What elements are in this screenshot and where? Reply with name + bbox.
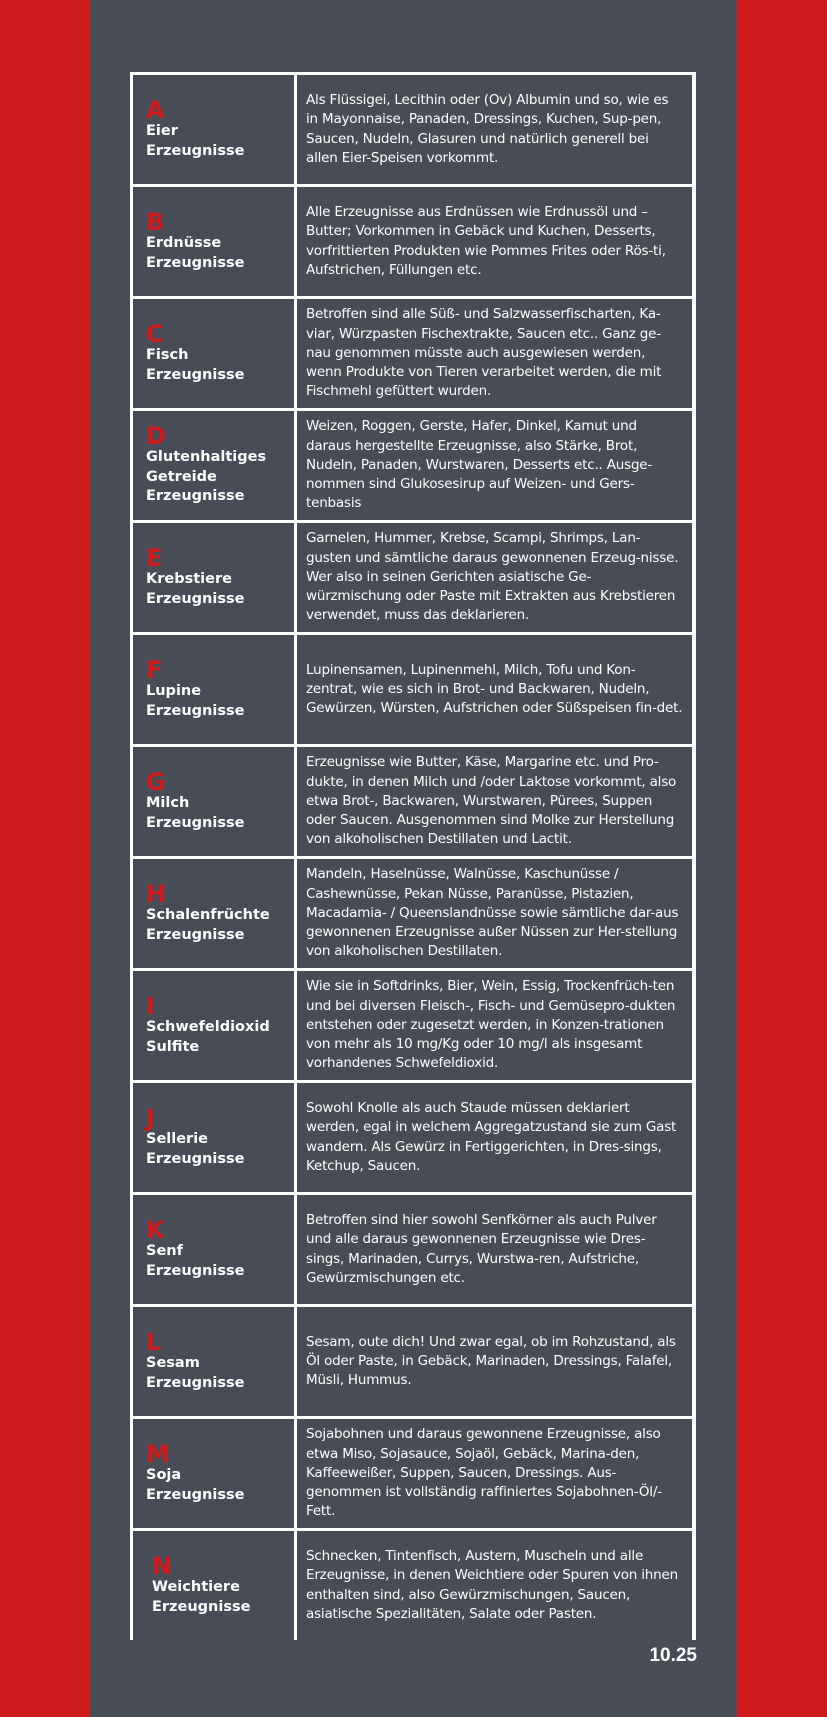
allergen-letter: F xyxy=(146,656,163,684)
allergen-table xyxy=(130,72,696,1640)
allergen-description: Schnecken, Tintenfisch, Austern, Muscheln und alle Erzeugnisse, in denen Weichtiere oder Spuren von ihnen enthalten sind, also Gewürzmischungen, Saucen, asiatische Spezialitäten, Salate oder Pasten. xyxy=(306,1548,678,1622)
allergen-description: Weizen, Roggen, Gerste, Hafer, Dinkel, Kamut und daraus hergestellte Erzeugnisse, also Stärke, Brot, Nudeln, Panaden, Wurstwaren, Desserts etc.. Ausge-nommen sind Glukosesirup auf Weizen- und Gers-tenbasis xyxy=(306,418,653,512)
allergen-letter: D xyxy=(146,422,166,451)
allergen-letter: C xyxy=(146,320,164,348)
allergen-name: Krebstiere xyxy=(146,571,232,587)
allergen-description-cell xyxy=(297,971,692,1080)
allergen-letter: L xyxy=(146,1328,162,1356)
allergen-description: Betroffen sind alle Süß- und Salzwasserfischarten, Ka-viar, Würzpasten Fischextrakte, Saucen etc.. Ganz ge-nau genommen müsste auch ausgewiesen werden, wenn Produkte von Tieren verarbeitet werden, die mit Fischmehl gefüttert wurden. xyxy=(306,306,662,400)
allergen-description-cell xyxy=(297,859,692,968)
allergen-description: Wie sie in Softdrinks, Bier, Wein, Essig, Trockenfrüch-ten und bei diversen Fleisch-, Fisch- und Gemüsepro-dukten entstehen oder zugesetzt werden, in Konzen-trationen von mehr als 10 mg/Kg oder 10 mg/l als insgesamt vorhandenes Schwefeldioxid. xyxy=(306,978,676,1072)
allergen-description-cell xyxy=(297,747,692,856)
red-band-left xyxy=(0,0,90,1717)
allergen-letter: N xyxy=(152,1552,173,1580)
allergen-description: Sesam, oute dich! Und zwar egal, ob im Rohzustand, als Öl oder Paste, in Gebäck, Marinaden, Dressings, Falafel, Müsli, Hummus. xyxy=(306,1333,676,1389)
allergen-description: Alle Erzeugnisse aus Erdnüssen wie Erdnussöl und –Butter; Vorkommen in Gebäck und Kuchen, Desserts, vorfrittierten Produkten wie Pommes Frites oder Rös-ti, Aufstrichen, Füllungen etc. xyxy=(306,204,666,278)
allergen-label-cell xyxy=(133,523,294,632)
allergen-description-cell xyxy=(297,635,692,744)
allergen-description: Sowohl Knolle als auch Staude müssen deklariert werden, egal in welchem Aggregatzustand sie zum Gast wandern. Als Gewürz in Fertiggerichten, in Dres-sings, Ketchup, Saucen. xyxy=(306,1100,677,1174)
allergen-description-cell xyxy=(297,411,692,520)
allergen-label-cell xyxy=(133,859,294,968)
allergen-name: Erdnüsse xyxy=(146,235,222,251)
allergen-name: Sellerie xyxy=(146,1131,209,1147)
allergen-name: Milch xyxy=(146,795,190,811)
allergen-description: Sojabohnen und daraus gewonnene Erzeugnisse, also etwa Miso, Sojasauce, Sojaöl, Gebäck, Marina-den, Kaffeeweißer, Suppen, Saucen, Dressings. Aus-genommen ist vollständig raffiniertes Sojabohnen-Öl/-Fett. xyxy=(306,1426,662,1520)
allergen-description-cell xyxy=(297,187,692,296)
allergen-name: Erzeugnisse xyxy=(146,366,245,383)
allergen-name: Erzeugnisse xyxy=(146,1374,245,1391)
allergen-name: Soja xyxy=(146,1467,182,1483)
allergen-name: Erzeugnisse xyxy=(146,590,245,607)
allergen-letter: E xyxy=(146,544,163,572)
allergen-name: Schwefeldioxid xyxy=(146,1019,270,1035)
allergen-label-cell xyxy=(133,75,294,184)
allergen-description-cell xyxy=(297,1195,692,1304)
allergen-letter: M xyxy=(146,1440,170,1468)
allergen-name: Erzeugnisse xyxy=(146,1262,245,1279)
allergen-description-cell xyxy=(297,1083,692,1192)
allergen-letter: H xyxy=(146,880,167,908)
allergen-label-cell xyxy=(133,187,294,296)
allergen-name: Getreide xyxy=(146,468,217,485)
red-band-right xyxy=(737,0,827,1717)
allergen-name: Erzeugnisse xyxy=(146,814,245,831)
allergen-letter: B xyxy=(146,208,165,236)
allergen-name: Erzeugnisse xyxy=(146,926,245,943)
allergen-label-cell xyxy=(133,299,294,408)
allergen-letter: I xyxy=(146,992,155,1020)
allergen-description-cell xyxy=(297,1419,692,1528)
allergen-description-cell xyxy=(297,523,692,632)
allergen-grid xyxy=(133,75,692,1640)
allergen-name: Erzeugnisse xyxy=(146,254,245,271)
allergen-description: Mandeln, Haselnüsse, Walnüsse, Kaschunüsse / Cashewnüsse, Pekan Nüsse, Paranüsse, Pistazien, Macadamia- / Queenslandnüsse sowie sämtliche dar-aus gewonnenen Erzeugnisse außer Nüssen zur Her-stellung von alkoholischen Destillaten. xyxy=(306,866,679,960)
allergen-name: Erzeugnisse xyxy=(146,142,245,159)
allergen-label-cell xyxy=(133,411,294,520)
allergen-label-cell xyxy=(133,1531,294,1640)
allergen-label-cell xyxy=(133,1307,294,1416)
page-number: 10.25 xyxy=(649,1645,697,1666)
allergen-description-cell xyxy=(297,299,692,408)
allergen-letter: A xyxy=(146,96,165,124)
allergen-label-cell xyxy=(133,1195,294,1304)
allergen-name: Fisch xyxy=(146,347,189,363)
allergen-name: Senf xyxy=(146,1243,183,1259)
allergen-label-cell xyxy=(133,747,294,856)
allergen-name: Erzeugnisse xyxy=(146,702,245,719)
allergen-description: Erzeugnisse wie Butter, Käse, Margarine etc. und Pro-dukte, in denen Milch und /oder Laktose vorkommt, also etwa Brot-, Backwaren, Wurstwaren, Pürees, Suppen oder Saucen. Ausgenommen sind Molke zur Herstellung von alkoholischen Destillaten und Lactit. xyxy=(306,754,677,848)
allergen-description-cell xyxy=(297,1531,692,1640)
allergen-letter: G xyxy=(146,768,166,796)
allergen-name: Lupine xyxy=(146,683,202,699)
allergen-name: Sulfite xyxy=(146,1038,200,1055)
allergen-description: Betroffen sind hier sowohl Senfkörner als auch Pulver und alle daraus gewonnenen Erzeugnisse wie Dres-sings, Marinaden, Currys, Wurstwa-ren, Aufstriche, Gewürzmischungen etc. xyxy=(306,1212,657,1286)
allergen-name: Glutenhaltiges xyxy=(146,449,267,466)
allergen-label-cell xyxy=(133,635,294,744)
allergen-name: Sesam xyxy=(146,1355,200,1371)
allergen-name: Erzeugnisse xyxy=(146,488,245,505)
allergen-description: Garnelen, Hummer, Krebse, Scampi, Shrimps, Lan-gusten und sämtliche daraus gewonnenen Erzeug-nisse. Wer also in seinen Gerichten asiatische Ge-würzmischung oder Paste mit Extrakten aus Krebstieren verwendet, muss das deklarieren. xyxy=(306,530,679,624)
allergen-description-cell xyxy=(297,1307,692,1416)
allergen-label-cell xyxy=(133,1083,294,1192)
allergen-name: Weichtiere xyxy=(152,1579,240,1595)
allergen-name: Eier xyxy=(146,123,178,139)
allergen-label-cell xyxy=(133,971,294,1080)
allergen-name: Erzeugnisse xyxy=(146,1486,245,1503)
allergen-name: Erzeugnisse xyxy=(152,1598,251,1615)
allergen-name: Schalenfrüchte xyxy=(146,907,270,923)
allergen-letter: K xyxy=(146,1216,165,1244)
allergen-description: Lupinensamen, Lupinenmehl, Milch, Tofu und Kon-zentrat, wie es sich in Brot- und Backwaren, Nudeln, Gewürzen, Würsten, Aufstrichen oder Süßspeisen fin-det. xyxy=(306,661,683,717)
allergen-name: Erzeugnisse xyxy=(146,1150,245,1167)
allergen-letter: J xyxy=(146,1104,155,1132)
allergen-description-cell xyxy=(297,75,692,184)
allergen-label-cell xyxy=(133,1419,294,1528)
allergen-description: Als Flüssigei, Lecithin oder (Ov) Albumin und so, wie es in Mayonnaise, Panaden, Dressings, Kuchen, Sup-pen, Saucen, Nudeln, Glasuren und natürlich generell bei allen Eier-Speisen vorkommt. xyxy=(306,92,669,166)
